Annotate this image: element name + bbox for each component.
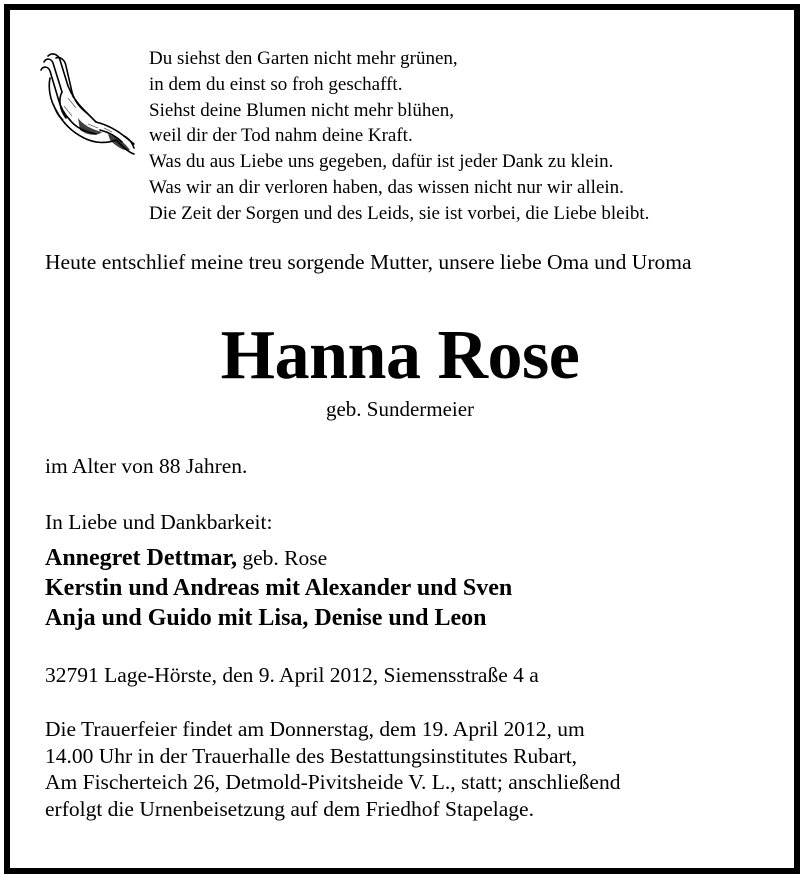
poem-line: Was wir an dir verloren haben, das wissen nicht nur wir allein. — [149, 176, 624, 198]
mourner-line — [45, 543, 512, 573]
poem-line: Du siehst den Garten nicht mehr grünen, — [149, 48, 458, 69]
mourner-line: Kerstin und Andreas mit Alexander und Sven — [45, 575, 513, 601]
poem-line: in dem du einst so froh geschafft. — [149, 73, 403, 95]
mourners-list — [45, 543, 512, 633]
intro-text: Heute entschlief meine treu sorgende Mutter, unsere liebe Oma und Uroma — [45, 250, 692, 274]
mourner-line: Anja und Guido mit Lisa, Denise und Leon — [45, 605, 487, 631]
memorial-poem — [149, 46, 769, 227]
poem-line: Was du aus Liebe uns gegeben, dafür ist jeder Dank zu klein. — [149, 151, 614, 173]
mourner-name: Annegret Dettmar, — [45, 545, 237, 571]
age-text: im Alter von 88 Jahren. — [45, 454, 248, 478]
deceased-name: Hanna Rose — [220, 317, 580, 394]
praying-hands-icon — [38, 48, 138, 158]
birth-name: geb. Sundermeier — [325, 397, 475, 421]
poem-line: Die Zeit der Sorgen und des Leids, sie ist vorbei, die Liebe bleibt. — [149, 202, 650, 224]
mourner-birth-name: geb. Rose — [236, 546, 328, 570]
funeral-info — [45, 716, 765, 822]
mourners-heading: In Liebe und Dankbarkeit: — [45, 510, 273, 534]
place-date: 32791 Lage-Hörste, den 9. April 2012, Siemensstraße 4 a — [45, 663, 539, 687]
funeral-line: Die Trauerfeier findet am Donnerstag, dem 19. April 2012, um — [45, 717, 585, 741]
funeral-line: Am Fischerteich 26, Detmold-Pivitsheide V. L., statt; anschließend — [45, 770, 621, 794]
funeral-line: 14.00 Uhr in der Trauerhalle des Bestattungsinstitutes Rubart, — [45, 743, 578, 768]
poem-line: Siehst deine Blumen nicht mehr blühen, — [149, 99, 455, 121]
poem-line: weil dir der Tod nahm deine Kraft. — [149, 125, 413, 147]
funeral-line: erfolgt die Urnenbeisetzung auf dem Friedhof Stapelage. — [45, 796, 534, 821]
